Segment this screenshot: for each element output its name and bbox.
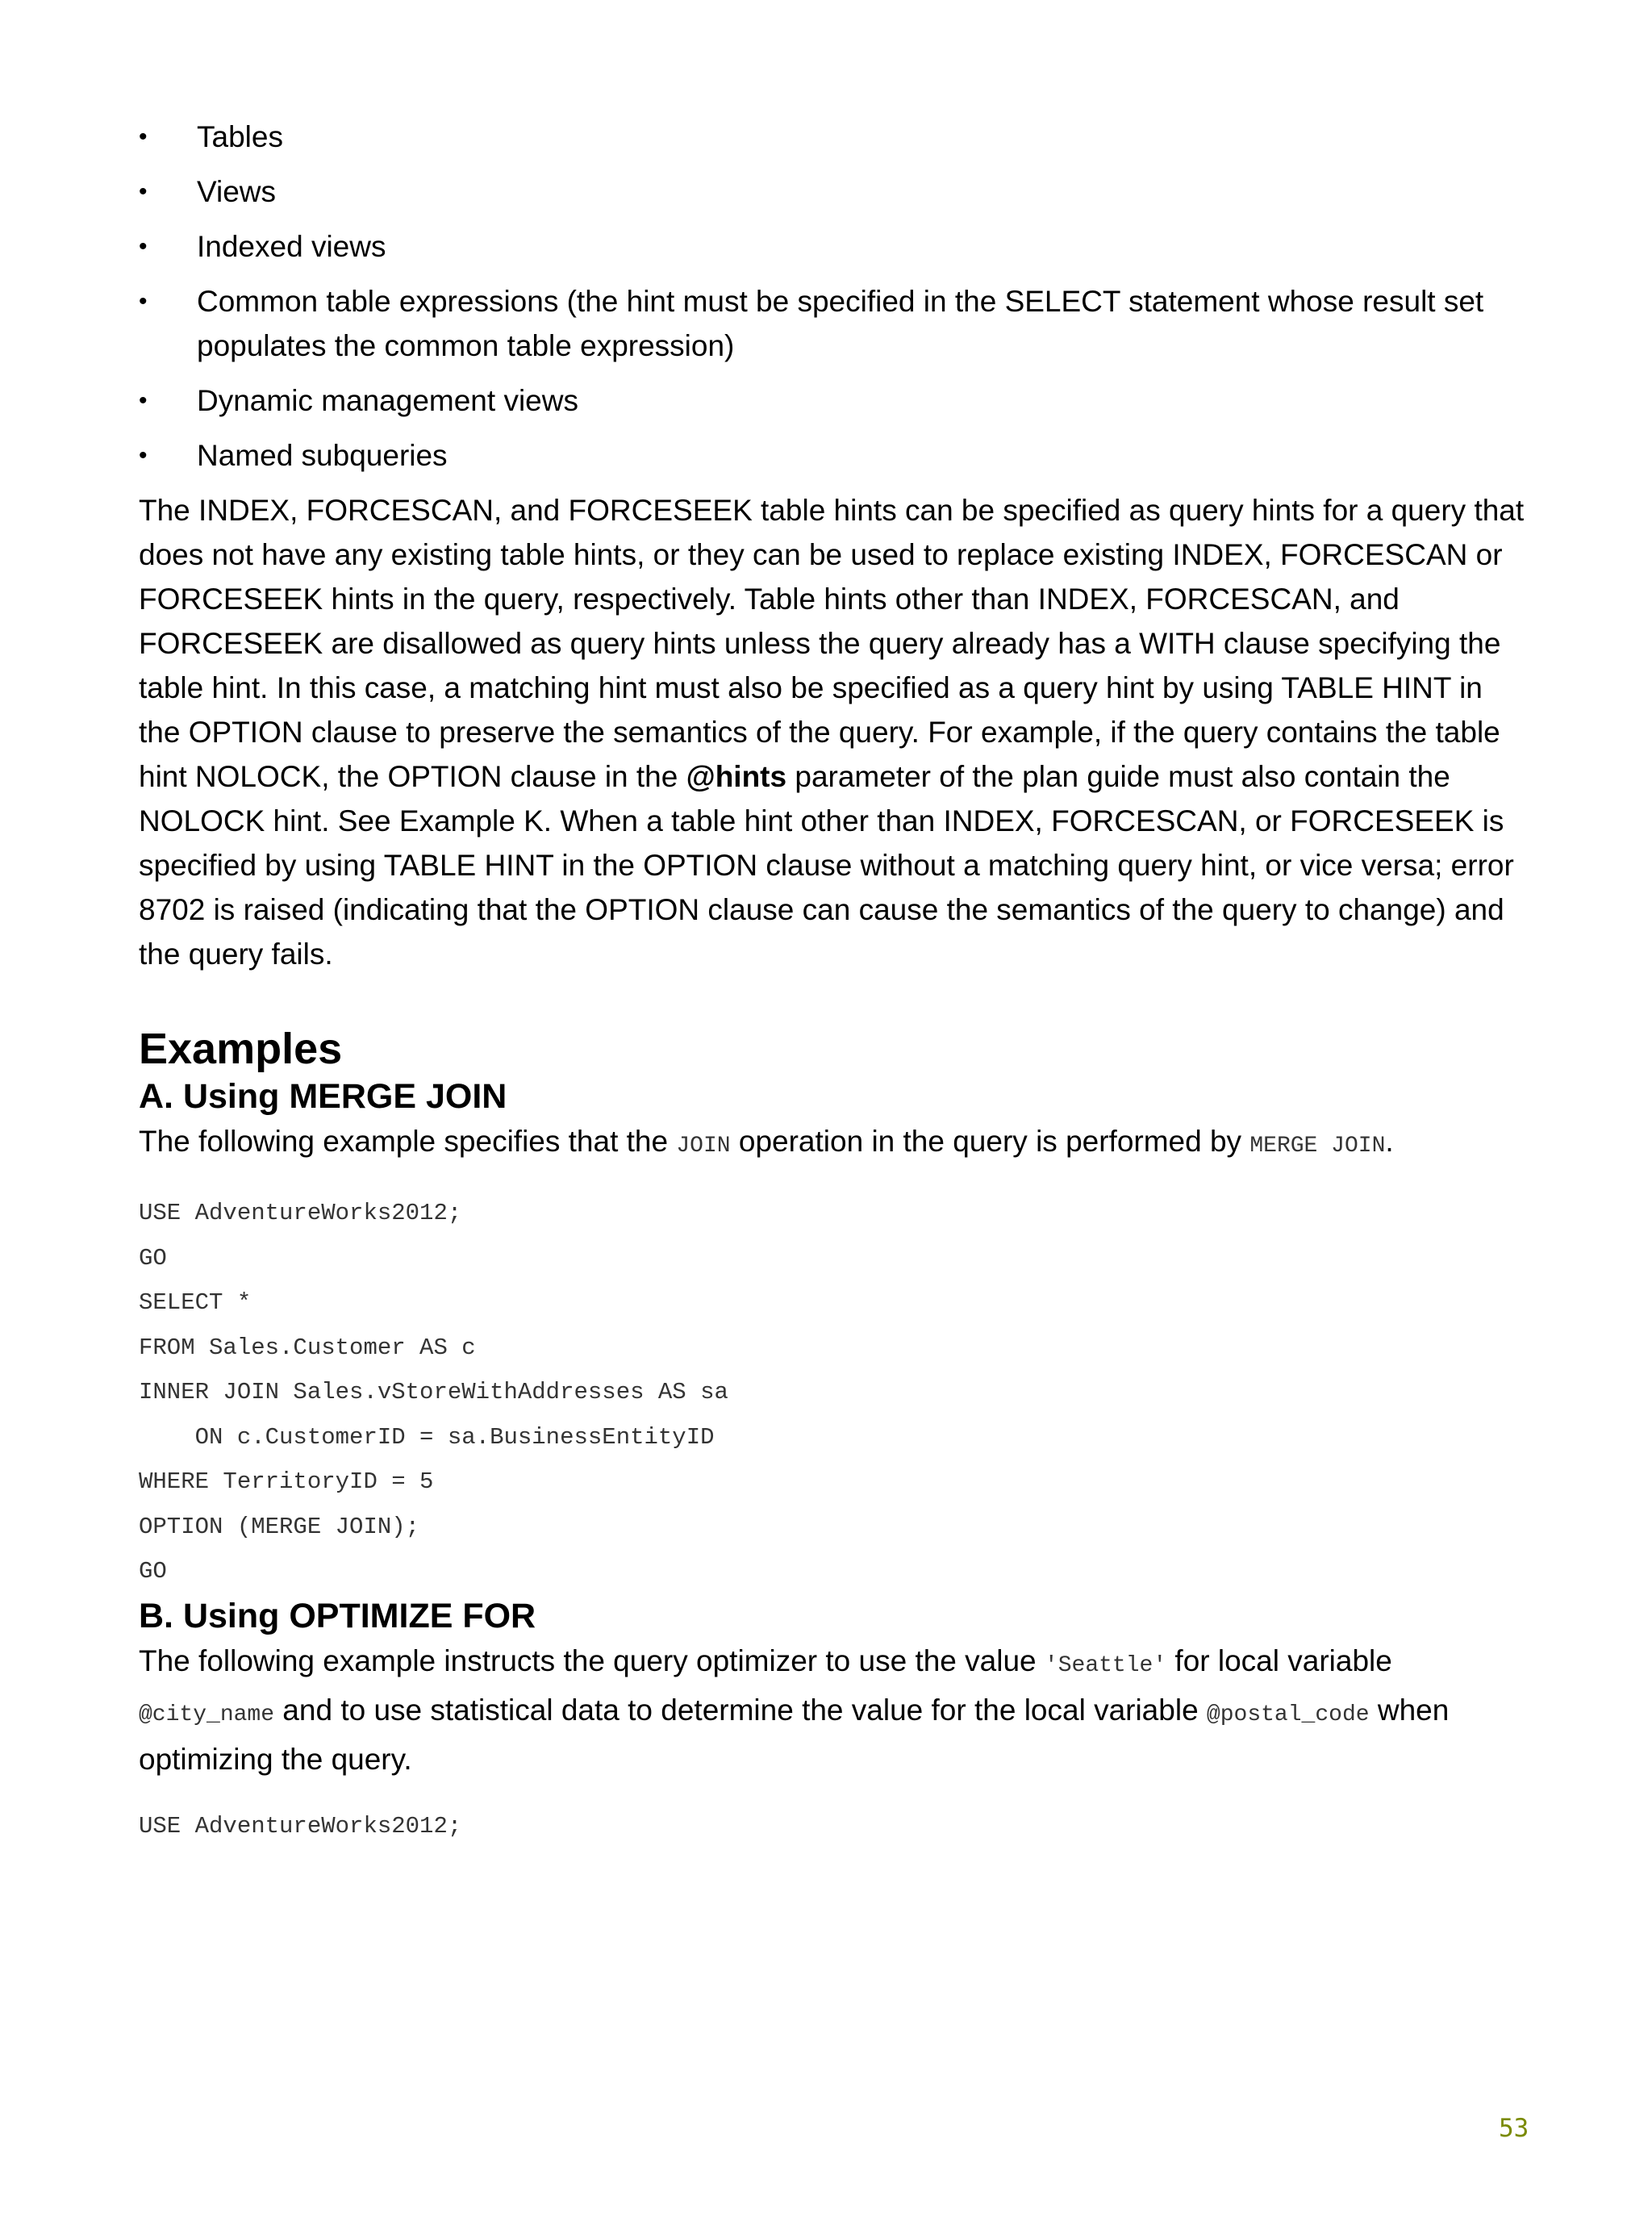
intro-text: when optimizing the query. <box>139 1693 1450 1776</box>
example-a-code-block <box>139 1191 1526 1594</box>
list-item-text: Common table expressions (the hint must be specified in the SELECT statement whose result set populates the common table expression) <box>197 285 1484 362</box>
list-item-text: Views <box>197 175 277 208</box>
paragraph-text: The INDEX, FORCESCAN, and FORCESEEK table hints can be specified as query hints for a query that does not have any existing table hints, or they can be used to replace existing INDEX, FORCESCAN or FORCESEEK hints in the query, respectively. Table hints other than INDEX, FORCESCAN, and FORCESEEK are disallowed as query hints unless the query already has a WITH clause specifying the table hint. In this case, a matching hint must also be specified as a query hint by using TABLE HINT in the OPTION clause to preserve the semantics of the query. For example, if the query contains the table hint NOLOCK, the OPTION clause in the <box>139 494 1525 793</box>
list-item <box>139 279 1526 368</box>
intro-text: operation in the query is performed by <box>730 1125 1250 1158</box>
code-line: OPTION (MERGE JOIN); <box>139 1513 420 1540</box>
bullet-icon: • <box>139 387 148 414</box>
bullet-icon: • <box>139 178 148 205</box>
intro-text: . <box>1385 1125 1394 1158</box>
code-line: WHERE TerritoryID = 5 <box>139 1468 434 1495</box>
bullet-icon: • <box>139 442 148 469</box>
example-b-code-block <box>139 1804 1526 1849</box>
list-item-text: Dynamic management views <box>197 384 578 417</box>
code-line: USE AdventureWorks2012; <box>139 1200 462 1226</box>
hints-parameter-bold: @hints <box>686 760 787 793</box>
list-item-text: Named subqueries <box>197 439 448 472</box>
list-item <box>139 115 1526 159</box>
list-item-text: Tables <box>197 120 283 153</box>
inline-code: @city_name <box>139 1702 275 1727</box>
code-line: GO <box>139 1244 167 1272</box>
code-line: USE AdventureWorks2012; <box>139 1812 462 1840</box>
intro-text: The following example specifies that the <box>139 1125 677 1158</box>
code-line: INNER JOIN Sales.vStoreWithAddresses AS sa <box>139 1379 728 1405</box>
bullet-icon: • <box>139 123 148 150</box>
code-line: SELECT * <box>139 1289 252 1316</box>
list-item <box>139 224 1526 269</box>
intro-text: The following example instructs the query optimizer to use the value <box>139 1643 1045 1677</box>
code-line: GO <box>139 1558 167 1585</box>
inline-code: 'Seattle' <box>1044 1652 1167 1678</box>
intro-text: and to use statistical data to determine the value for the local variable <box>274 1693 1207 1727</box>
example-b-intro <box>139 1639 1526 1781</box>
list-item-text: Indexed views <box>197 230 386 263</box>
list-item <box>139 169 1526 214</box>
page-number: 53 <box>1499 2114 1529 2143</box>
bullet-icon: • <box>139 288 148 315</box>
bullet-list <box>139 115 1526 478</box>
inline-code: MERGE JOIN <box>1249 1134 1386 1159</box>
document-page <box>139 115 1526 1848</box>
example-a-heading: A. Using MERGE JOIN <box>139 1077 507 1116</box>
bullet-icon: • <box>139 233 148 260</box>
example-a-intro <box>139 1119 1526 1168</box>
paragraph-text: parameter of the plan guide must also contain the NOLOCK hint. See Example K. When a table hint other than INDEX, FORCESCAN, or FORCESEEK is specified by using TABLE HINT in the OPTION clause without a matching query hint, or vice versa; error 8702 is raised (indicating that the OPTION clause can cause the semantics of the query to change) and the query fails. <box>139 760 1514 971</box>
inline-code: JOIN <box>676 1134 731 1159</box>
example-b-heading: B. Using OPTIMIZE FOR <box>139 1596 536 1635</box>
code-line: FROM Sales.Customer AS c <box>139 1334 476 1361</box>
inline-code: @postal_code <box>1206 1702 1370 1727</box>
code-line: ON c.CustomerID = sa.BusinessEntityID <box>139 1423 715 1451</box>
table-hints-paragraph <box>139 488 1526 976</box>
intro-text: for local variable <box>1166 1643 1392 1677</box>
list-item <box>139 378 1526 423</box>
list-item <box>139 433 1526 478</box>
examples-heading: Examples <box>139 1025 343 1073</box>
